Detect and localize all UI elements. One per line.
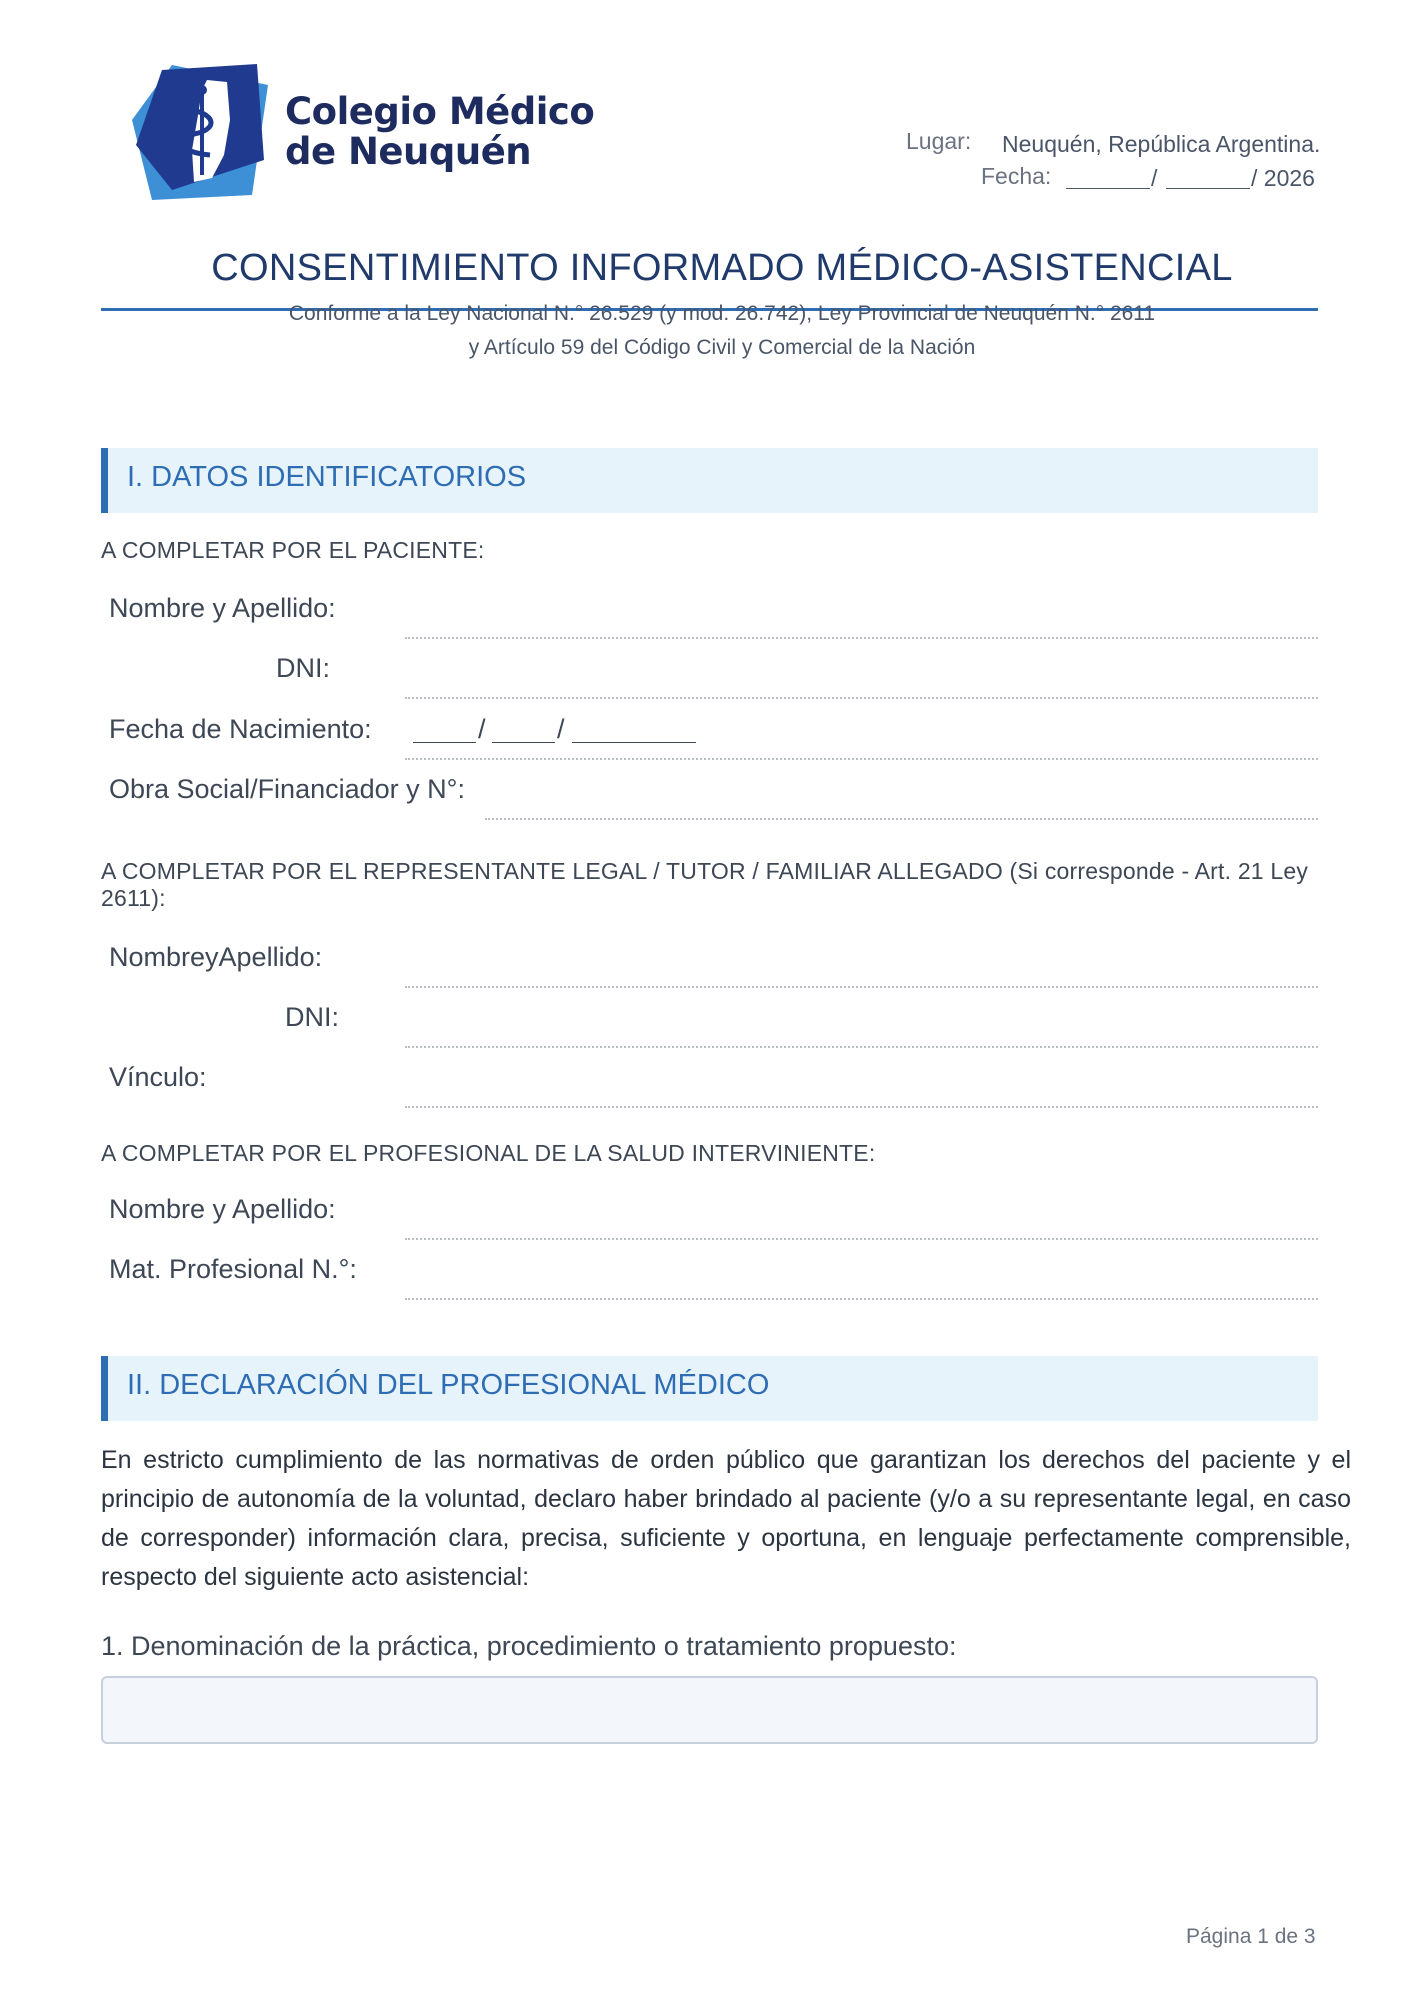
representative-heading: A COMPLETAR POR EL REPRESENTANTE LEGAL / TUTOR / FAMILIAR ALLEGADO (Si corresponde - Art. 21 Ley 2611): [101, 858, 1309, 911]
patient-dni-field[interactable] [405, 697, 1318, 699]
date-year: / 2026 [1251, 165, 1315, 191]
patient-name-label: Nombre y Apellido: [109, 593, 336, 623]
dob-day-field[interactable] [413, 742, 476, 743]
date-day-field[interactable] [1066, 188, 1150, 189]
section-header-identification [101, 448, 1318, 513]
dob-separator: / [557, 714, 565, 744]
dob-month-field[interactable] [492, 742, 555, 743]
procedure-input[interactable] [101, 1676, 1318, 1744]
patient-insurance-field[interactable] [485, 818, 1318, 820]
section-header-declaration [101, 1356, 1318, 1421]
rep-name-field[interactable] [405, 986, 1318, 988]
question-procedure-label: 1. Denominación de la práctica, procedimiento o tratamiento propuesto: [101, 1631, 957, 1661]
logo-line1: Colegio Médico [285, 90, 595, 133]
pro-license-field[interactable] [405, 1298, 1318, 1300]
professional-heading: A COMPLETAR POR EL PROFESIONAL DE LA SALUD INTERVINIENTE: [101, 1140, 876, 1166]
page-number: Página 1 de 3 [1186, 1925, 1316, 1948]
rep-relation-field[interactable] [405, 1106, 1318, 1108]
patient-dob-line [405, 758, 1318, 760]
pro-name-field[interactable] [405, 1238, 1318, 1240]
rep-name-label: NombreyApellido: [109, 942, 323, 972]
page-title: CONSENTIMIENTO INFORMADO MÉDICO-ASISTENCIAL [211, 247, 1233, 289]
patient-insurance-label: Obra Social/Financiador y N°: [109, 774, 465, 804]
pro-name-label: Nombre y Apellido: [109, 1194, 336, 1224]
date-month-field[interactable] [1166, 188, 1250, 189]
dob-year-field[interactable] [572, 742, 696, 743]
legal-reference-line2: y Artículo 59 del Código Civil y Comercial de la Nación [468, 336, 976, 359]
patient-heading: A COMPLETAR POR EL PACIENTE: [101, 537, 485, 563]
date-separator: / [1151, 165, 1158, 191]
place-value: Neuquén, República Argentina. [1002, 131, 1321, 157]
section-title: II. DECLARACIÓN DEL PROFESIONAL MÉDICO [127, 1369, 770, 1401]
logo-line2: de Neuquén [285, 130, 532, 173]
rep-dni-label: DNI: [285, 1002, 339, 1032]
dob-separator: / [478, 714, 486, 744]
logo-icon [132, 60, 268, 200]
section-title: I. DATOS IDENTIFICATORIOS [127, 461, 527, 493]
patient-name-field[interactable] [405, 637, 1318, 639]
declaration-paragraph: En estricto cumplimiento de las normativas de orden público que garantizan los derechos del paciente y el principio de autonomía de la voluntad, declaro haber brindado al paciente (y/o a su representante legal, en caso de corresponder) información clara, precisa, suficiente y oportuna, en lenguaje perfectamente comprensible, respecto del siguiente acto asistencial: [101, 1446, 1351, 1591]
pro-license-label: Mat. Profesional N.°: [109, 1254, 357, 1284]
rep-dni-field[interactable] [405, 1046, 1318, 1048]
place-label: Lugar: [906, 128, 972, 154]
patient-dni-label: DNI: [276, 653, 330, 683]
rep-relation-label: Vínculo: [109, 1062, 207, 1092]
legal-reference-line1: Conforme a la Ley Nacional N.° 26.529 (y mod. 26.742), Ley Provincial de Neuquén N.° 2611 [288, 302, 1156, 325]
patient-dob-label: Fecha de Nacimiento: [109, 714, 372, 744]
date-label: Fecha: [981, 163, 1052, 189]
logo-text [285, 92, 594, 172]
